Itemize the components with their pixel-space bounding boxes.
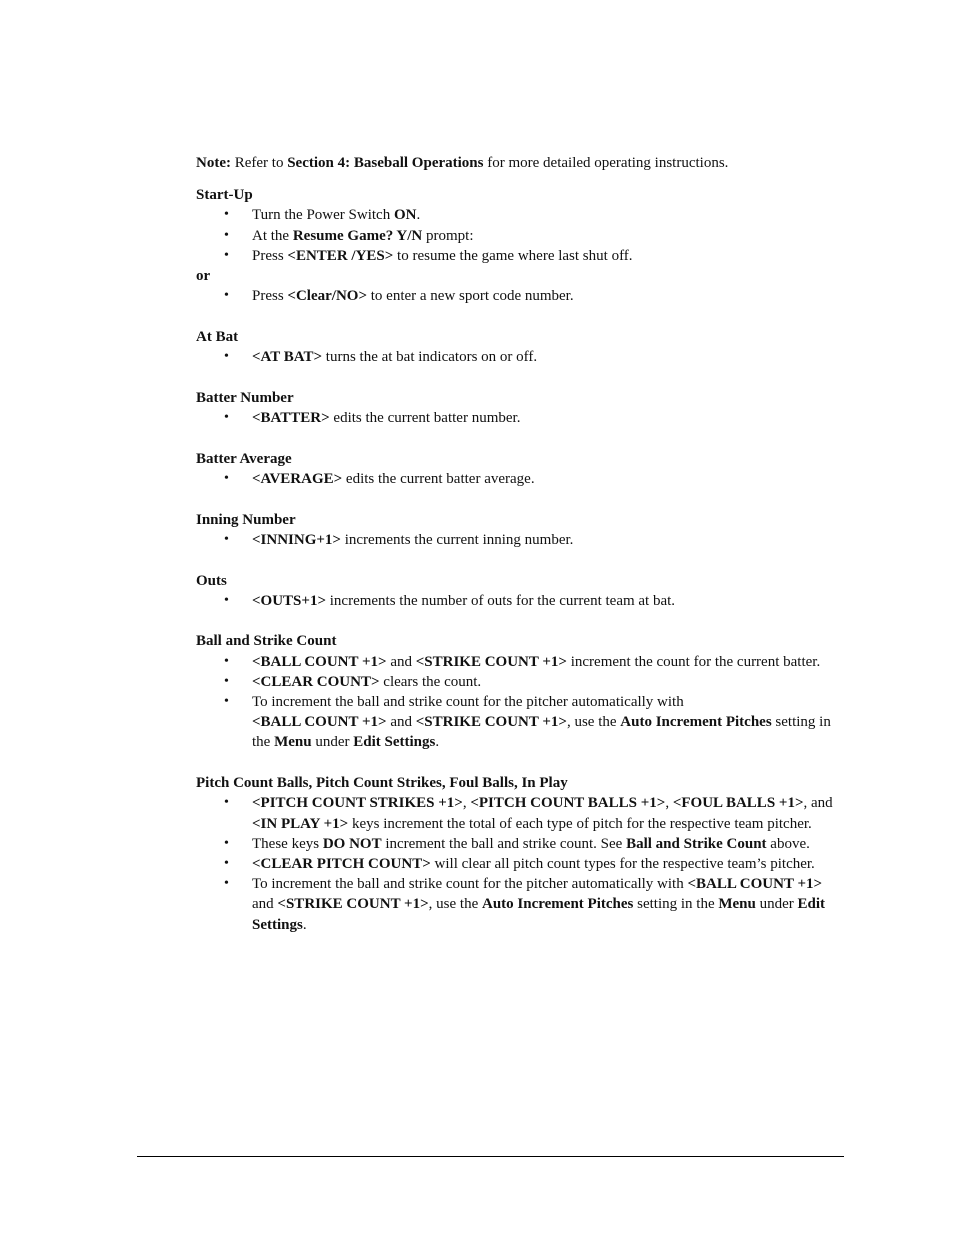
note-label: Note: (196, 155, 231, 171)
section-heading: Pitch Count Balls, Pitch Count Strikes, Foul Balls, In Play (196, 775, 568, 792)
section-heading: Start-Up (196, 187, 253, 204)
list-item: • <INNING+1> increments the current inning number. (196, 530, 846, 550)
list-item: • <BATTER> edits the current batter number. (196, 408, 846, 428)
section-batter-average (196, 449, 846, 489)
list-item: • At the Resume Game? Y/N prompt: (196, 226, 846, 246)
section-at-bat (196, 327, 846, 367)
bullet-list (196, 530, 846, 550)
section-reference: Section 4: Baseball Operations (287, 155, 484, 171)
list-item: • To increment the ball and strike count for the pitcher automatically with <BALL COUNT +1> and <STRIKE COUNT +1>, use the Auto Increment Pitches setting in the Menu under Edit Settings. (196, 874, 846, 935)
bullet-list (196, 205, 846, 266)
bullet-list (196, 793, 846, 934)
list-item: • <AT BAT> turns the at bat indicators on or off. (196, 347, 846, 367)
section-heading: Batter Average (196, 450, 292, 467)
bullet-list (196, 408, 846, 428)
bullet-list (196, 469, 846, 489)
list-item: • <BALL COUNT +1> and <STRIKE COUNT +1> increment the count for the current batter. (196, 652, 846, 672)
list-item: • To increment the ball and strike count for the pitcher automatically with <BALL COUNT +1> and <STRIKE COUNT +1>, use the Auto Increment Pitches setting in the Menu under Edit Settings. (196, 692, 846, 753)
section-heading: Outs (196, 572, 227, 589)
bullet-list (196, 652, 846, 753)
or-separator: or (196, 268, 211, 285)
section-ball-strike-count (196, 631, 846, 752)
section-batter-number (196, 388, 846, 428)
section-outs (196, 571, 846, 611)
list-item: • Press <Clear/NO> to enter a new sport code number. (196, 286, 846, 306)
list-item: • Turn the Power Switch ON. (196, 205, 846, 225)
document-body (196, 153, 846, 955)
list-item: • <AVERAGE> edits the current batter average. (196, 469, 846, 489)
note-paragraph (196, 153, 846, 173)
footer-divider (137, 1156, 844, 1157)
list-item: • <CLEAR PITCH COUNT> will clear all pitch count types for the respective team’s pitcher. (196, 854, 846, 874)
bullet-list (196, 286, 846, 306)
section-heading: Inning Number (196, 511, 296, 528)
list-item: • These keys DO NOT increment the ball and strike count. See Ball and Strike Count above. (196, 834, 846, 854)
bullet-list (196, 347, 846, 367)
note-text: for more detailed operating instructions. (483, 155, 729, 171)
section-heading: Batter Number (196, 389, 294, 406)
list-item: • Press <ENTER /YES> to resume the game where last shut off. (196, 246, 846, 266)
list-item: • <PITCH COUNT STRIKES +1>, <PITCH COUNT BALLS +1>, <FOUL BALLS +1>, and <IN PLAY +1> keys increment the total of each type of pitch for the respective team pitcher. (196, 793, 846, 833)
section-pitch-count (196, 773, 846, 935)
section-inning-number (196, 510, 846, 550)
list-item: • <OUTS+1> increments the number of outs for the current team at bat. (196, 591, 846, 611)
section-heading: At Bat (196, 328, 239, 345)
section-startup (196, 185, 846, 306)
note-text: Refer to (230, 155, 288, 171)
bullet-list (196, 591, 846, 611)
list-item: • <CLEAR COUNT> clears the count. (196, 672, 846, 692)
section-heading: Ball and Strike Count (196, 633, 337, 650)
